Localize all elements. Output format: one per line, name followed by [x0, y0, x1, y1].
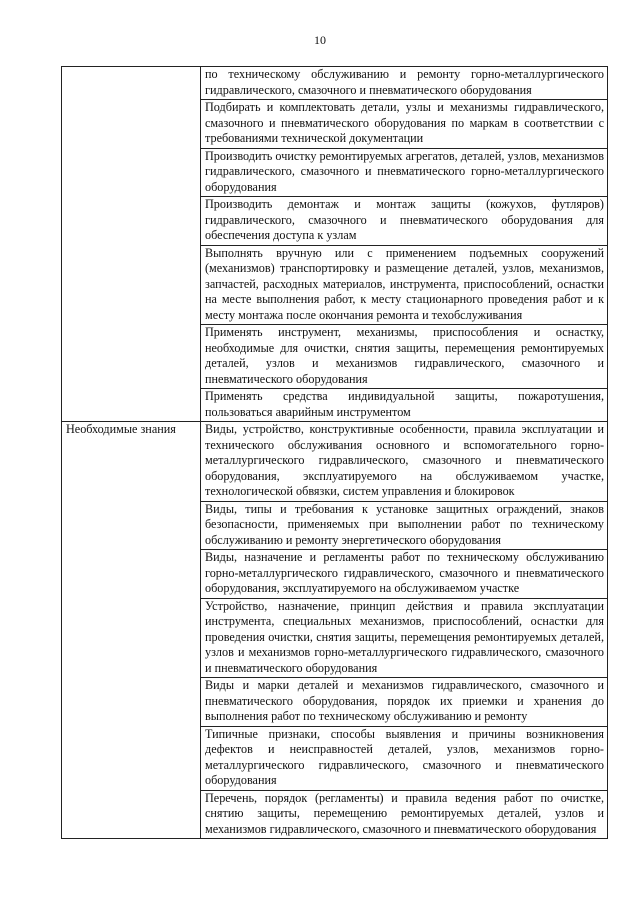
row-label-cell-knowledge: Необходимые знания — [62, 422, 201, 839]
table-row — [62, 67, 608, 100]
row-text-cell: Виды, типы и требования к установке защитных ограждений, знаков безопасности, применяемых при выполнении работ по техническому обслуживанию и ремонту энергетического оборудования — [201, 501, 608, 550]
page-number: 10 — [314, 33, 326, 47]
row-text-cell: Применять средства индивидуальной защиты, пожаротушения, пользоваться аварийным инструментом — [201, 389, 608, 422]
row-text-cell: Перечень, порядок (регламенты) и правила ведения работ по очистке, снятию защиты, перемещению ремонтируемых деталей, узлов и механизмов гидравлического, смазочного и пневматического оборудования — [201, 790, 608, 839]
row-text-cell: Виды, устройство, конструктивные особенности, правила эксплуатации и технического обслуживания основного и вспомогательного горно-металлургического гидравлического, смазочного и пневматического оборудования, эксплуатируемого на обслуживаемом участке, технологической обвязки, систем управления и блокировок — [201, 422, 608, 502]
row-text-cell: Типичные признаки, способы выявления и причины возникновения дефектов и неисправностей деталей, узлов, механизмов горно-металлургического гидравлического, смазочного и пневматического оборудования — [201, 726, 608, 790]
row-text-cell: Устройство, назначение, принцип действия и правила эксплуатации инструмента, специальных механизмов, приспособлений, оснастки для проведения очистки, снятия защиты, перемещения ремонтируемых деталей, узлов и механизмов горно-металлургического гидравлического, смазочного и пневматического оборудования — [201, 598, 608, 678]
row-text-cell: Применять инструмент, механизмы, приспособления и оснастку, необходимые для очистки, снятия защиты, перемещения ремонтируемых деталей, узлов и механизмов гидравлического, смазочного и пневматического оборудования — [201, 325, 608, 389]
row-text-cell: Подбирать и комплектовать детали, узлы и механизмы гидравлического, смазочного и пневматического оборудования по маркам в соответствии с требованиями технической документации — [201, 100, 608, 149]
requirements-table — [61, 66, 608, 839]
row-text-cell: Виды и марки деталей и механизмов гидравлического, смазочного и пневматического оборудования, порядок их приемки и хранения до выполнения работ по техническому обслуживанию и ремонту — [201, 678, 608, 727]
row-label-cell-skills — [62, 67, 201, 422]
table-row — [62, 422, 608, 502]
row-text-cell: Выполнять вручную или с применением подъемных сооружений (механизмов) транспортировку и размещение деталей, узлов, механизмов, запчастей, расходных материалов, инструмента, приспособлений, оснастки на месте выполнения работ, к месту стационарного проведения работ и к месту монтажа после окончания ремонта и техобслуживания — [201, 245, 608, 325]
row-text-cell: Производить демонтаж и монтаж защиты (кожухов, футляров) гидравлического, смазочного и пневматического оборудования для обеспечения доступа к узлам — [201, 197, 608, 246]
row-text-cell: по техническому обслуживанию и ремонту горно-металлургического гидравлического, смазочного и пневматического оборудования — [201, 67, 608, 100]
row-text-cell: Производить очистку ремонтируемых агрегатов, деталей, узлов, механизмов гидравлического, смазочного и пневматического горно-металлургического оборудования — [201, 148, 608, 197]
row-text-cell: Виды, назначение и регламенты работ по техническому обслуживанию горно-металлургического гидравлического, смазочного и пневматического оборудования, эксплуатируемого на обслуживаемом участке — [201, 550, 608, 599]
